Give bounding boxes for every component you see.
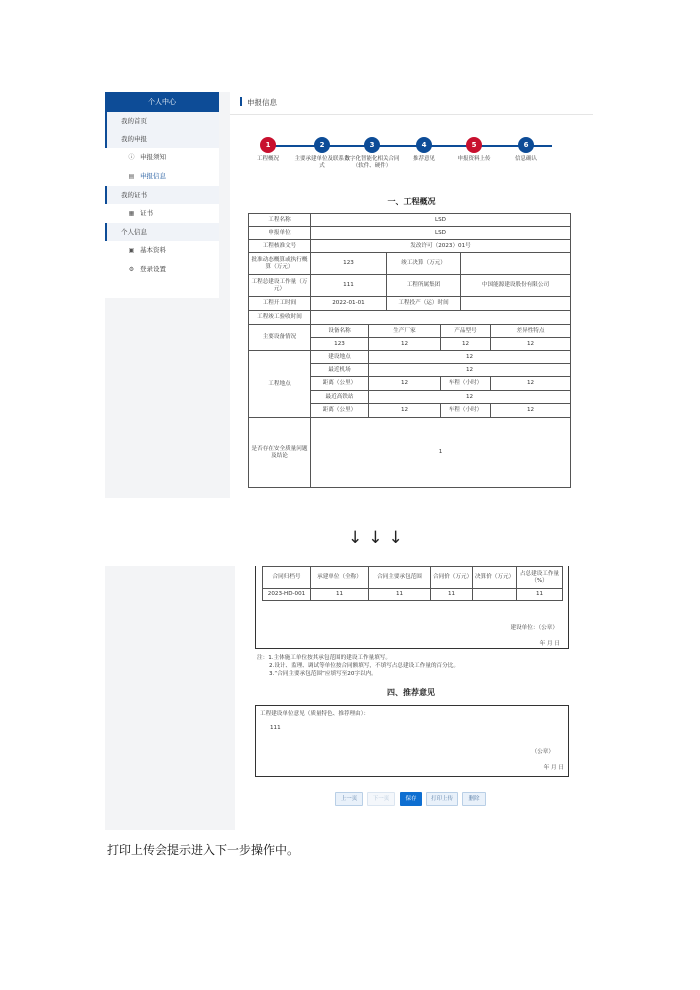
distance2-field[interactable]: 12 [369, 404, 441, 418]
drive-time2-field[interactable]: 12 [491, 404, 571, 418]
save-button[interactable]: 保存 [400, 792, 422, 806]
field-label: 主要设备情况 [249, 325, 311, 351]
sidebar-item-label: 证书 [140, 209, 153, 217]
equip-header: 生产厂家 [369, 325, 441, 338]
project-name-field[interactable]: LSD [311, 214, 571, 227]
certificate-icon: ▦ [128, 210, 135, 217]
step-6[interactable] [496, 137, 556, 163]
field-label: 工程开工时间 [249, 297, 311, 311]
opinion-label: 工程建设单位意见（质量特色、推荐理由）： [260, 711, 370, 717]
sidebar-item[interactable] [105, 204, 219, 223]
contract-table [262, 566, 563, 601]
field-label: 车程（小时） [441, 404, 491, 418]
build-unit-stamp: 建设单位：（公章） [510, 625, 558, 631]
step-number: 3 [364, 137, 380, 153]
step-5[interactable] [444, 137, 504, 163]
operation-date-field[interactable] [461, 297, 571, 311]
info-icon: ⓘ [128, 154, 135, 161]
field-label: 工程投产（运）时间 [387, 297, 461, 311]
down-arrows-icon: ↓↓↓ [348, 528, 409, 548]
next-page-button[interactable]: 下一页 [367, 792, 395, 806]
print-upload-button[interactable]: 打印上传 [426, 792, 458, 806]
sidebar-item-label: 登录设置 [140, 265, 166, 273]
field-label: 竣工决算（万元） [387, 253, 461, 275]
step-3[interactable] [342, 137, 402, 170]
prev-page-button[interactable]: 上一页 [335, 792, 363, 806]
rail-field[interactable]: 12 [369, 391, 571, 404]
sidebar-item-label: 我的证书 [121, 191, 147, 199]
sidebar-item[interactable] [105, 148, 219, 167]
contract-cell[interactable]: 11 [431, 589, 473, 601]
sidebar-item[interactable] [105, 130, 219, 148]
sidebar-item-label: 我的首页 [121, 117, 147, 125]
field-label: 工程核准文号 [249, 240, 311, 253]
profile-icon: ▣ [128, 247, 135, 254]
caption-text: 打印上传会提示进入下一步操作中。 [107, 843, 300, 857]
equip-cell[interactable]: 12 [491, 338, 571, 351]
workload-field[interactable]: 111 [311, 275, 387, 297]
sidebar-item[interactable] [105, 167, 219, 186]
contract-header: 占总建设工作量（%） [517, 567, 563, 589]
site-field[interactable]: 12 [369, 351, 571, 364]
field-label: 最近机场 [311, 364, 369, 377]
gear-icon: ⚙ [128, 266, 135, 273]
note-line: 2.设计、监理、调试等单位按合同额填写，不填写占总建设工作量的百分比。 [269, 663, 459, 669]
note-line: 注：1.主体施工单位按其承包范围的建设工作量填写。 [257, 655, 391, 661]
contract-box [255, 566, 569, 649]
step-label: 主要承建单位及联系方式 [294, 156, 350, 169]
field-label: 是否存在安全质量问题及结论 [249, 418, 311, 488]
sidebar-item[interactable] [105, 112, 219, 130]
field-label: 建设地点 [311, 351, 369, 364]
sidebar-item-label: 申报须知 [140, 153, 166, 161]
date-line: 年 月 日 [539, 641, 560, 647]
field-label: 车程（小时） [441, 377, 491, 391]
contract-header: 合同归档号 [263, 567, 311, 589]
step-1[interactable] [238, 137, 298, 163]
contract-cell[interactable]: 11 [311, 589, 369, 601]
step-number: 1 [260, 137, 276, 153]
approval-number-field[interactable]: 发改许可（2023）01号 [311, 240, 571, 253]
field-label: 距离（公里） [311, 404, 369, 418]
stamp-text: （公章） [531, 749, 554, 755]
contract-header: 合同主要承包范围 [369, 567, 431, 589]
step-label: 信息确认 [514, 156, 537, 162]
section-title-recommendation: 四、推荐意见 [387, 688, 435, 697]
sidebar-item-label: 个人信息 [121, 228, 147, 236]
step-label: 申报资料上传 [457, 156, 491, 162]
main-panel-2 [235, 566, 593, 830]
overview-form-table [248, 213, 571, 488]
step-label: 工程概况 [256, 156, 279, 162]
sidebar-item[interactable] [105, 260, 219, 279]
sidebar-item[interactable] [105, 241, 219, 260]
field-label: 工程名称 [249, 214, 311, 227]
airport-field[interactable]: 12 [369, 364, 571, 377]
delete-button[interactable]: 删除 [462, 792, 486, 806]
contract-header: 承建单位（全称） [311, 567, 369, 589]
contract-header: 决算价（万元） [473, 567, 517, 589]
step-label: 推荐意见 [412, 156, 435, 162]
acceptance-date-field[interactable] [311, 311, 571, 325]
progress-steps [230, 137, 593, 177]
field-label: 距离（公里） [311, 377, 369, 391]
field-label: 申报单位 [249, 227, 311, 240]
step-number: 4 [416, 137, 432, 153]
sidebar-item[interactable] [105, 186, 219, 204]
sidebar-header: 个人中心 [105, 92, 219, 112]
equip-header: 差异性特点 [491, 325, 571, 338]
step-number: 6 [518, 137, 534, 153]
date-line: 年 月 日 [543, 765, 564, 771]
equip-header: 设备名称 [311, 325, 369, 338]
contract-cell[interactable]: 11 [369, 589, 431, 601]
equip-cell[interactable]: 12 [369, 338, 441, 351]
contract-cell[interactable]: 11 [517, 589, 563, 601]
field-label: 批准动态概算或执行概算（万元） [249, 253, 311, 275]
note-line: 3.“合同主要承包范围”应填写至20字以内。 [269, 671, 377, 677]
step-label: 数字化智能化相关合同（软件、硬件） [344, 156, 400, 169]
distance-field[interactable]: 12 [369, 377, 441, 391]
opinion-box [255, 705, 569, 777]
field-label: 工程地点 [249, 351, 311, 418]
sidebar-item-label: 基本资料 [140, 246, 166, 254]
screenshot-declaration-info [105, 92, 593, 498]
section-title-overview: 一、工程概况 [387, 197, 436, 206]
final-account-field[interactable] [461, 253, 571, 275]
contract-cell[interactable]: 2023-HD-001 [263, 589, 311, 601]
safety-field[interactable]: 1 [311, 418, 571, 488]
equip-header: 产品型号 [441, 325, 491, 338]
main-panel [230, 92, 593, 498]
sidebar-item[interactable] [105, 223, 219, 241]
field-label: 工程所属集团 [387, 275, 461, 297]
step-number: 5 [466, 137, 482, 153]
list-icon: ▤ [128, 173, 135, 180]
field-label: 工程总建设工作量（万元） [249, 275, 311, 297]
screenshot-recommendation [105, 566, 593, 830]
page-title: 申报信息 [230, 92, 593, 115]
budget-field[interactable]: 123 [311, 253, 387, 275]
sidebar [105, 92, 219, 298]
field-label: 工程竣工验收时间 [249, 311, 311, 325]
field-label: 最近高铁站 [311, 391, 369, 404]
contract-header: 合同价（万元） [431, 567, 473, 589]
drive-time-field[interactable]: 12 [491, 377, 571, 391]
equip-cell[interactable]: 12 [441, 338, 491, 351]
group-field[interactable]: 中国能源建设股份有限公司 [461, 275, 571, 297]
step-number: 2 [314, 137, 330, 153]
declaring-unit-field[interactable]: LSD [311, 227, 571, 240]
opinion-text[interactable]: 111 [270, 725, 281, 731]
sidebar-item-label: 申报信息 [140, 172, 166, 180]
contract-cell[interactable] [473, 589, 517, 601]
equip-cell[interactable]: 123 [311, 338, 369, 351]
start-date-field[interactable]: 2022-01-01 [311, 297, 387, 311]
sidebar-item-label: 我的申报 [121, 135, 147, 143]
